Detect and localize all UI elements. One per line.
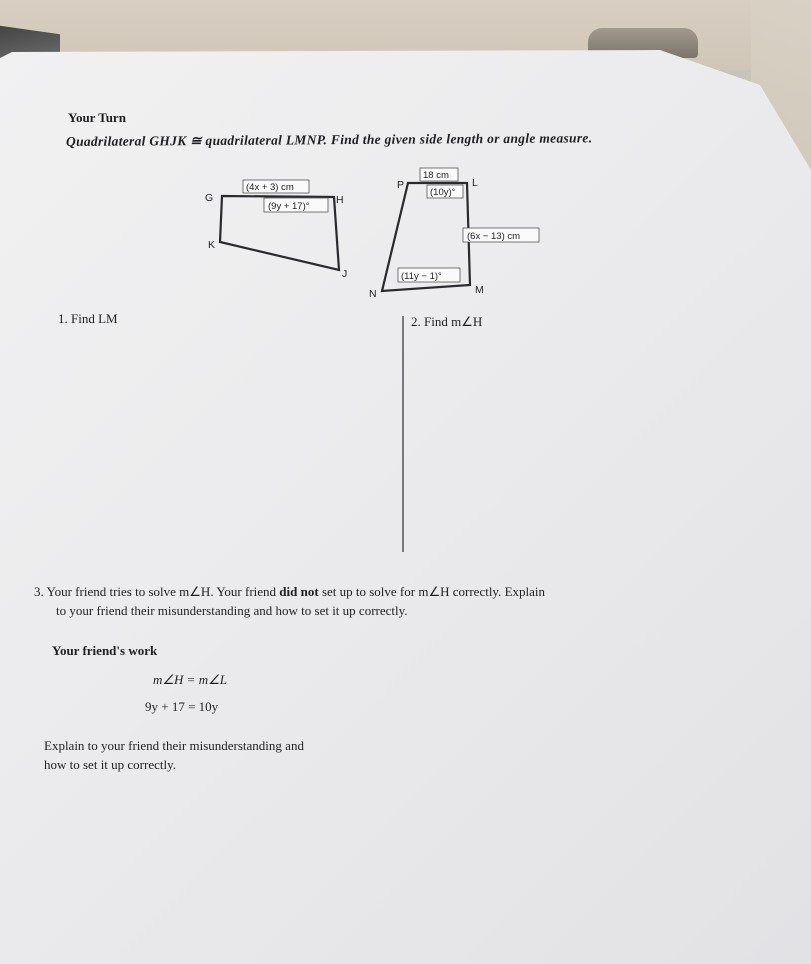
vertex-n: N bbox=[369, 288, 377, 300]
vertex-g: G bbox=[205, 192, 214, 204]
problem-3-line-2: to your friend their misunderstanding and how to set it up correctly. bbox=[56, 603, 408, 618]
instruction-text: Quadrilateral GHJK ≅ quadrilateral LMNP. Find the given side length or angle measure. bbox=[65, 130, 593, 149]
problem-1: 1. Find LM bbox=[58, 311, 118, 326]
vertex-j: J bbox=[342, 268, 348, 280]
vertex-p: P bbox=[397, 179, 405, 191]
vertex-m: M bbox=[475, 284, 484, 296]
section-heading: Your Turn bbox=[68, 110, 126, 125]
column-divider bbox=[402, 316, 404, 552]
explain-line-2: how to set it up correctly. bbox=[44, 757, 177, 772]
friend-work-line-2: 9y + 17 = 10y bbox=[145, 699, 219, 714]
problem-3-line-1 bbox=[34, 584, 545, 600]
side-gh-label: (4x + 3) cm bbox=[246, 182, 294, 193]
angle-l-label: (10y)° bbox=[430, 187, 456, 198]
angle-h-label: (9y + 17)° bbox=[268, 201, 310, 212]
side-pl-label: 18 cm bbox=[423, 170, 449, 181]
vertex-l: L bbox=[472, 177, 478, 189]
problem-3-text-c: set up to solve for m∠H correctly. Explain bbox=[318, 584, 546, 599]
side-lm-label: (6x − 13) cm bbox=[467, 231, 521, 242]
explain-line-1: Explain to your friend their misunderstanding and bbox=[44, 738, 304, 753]
vertex-h: H bbox=[336, 194, 344, 206]
problem-3-text-a: 3. Your friend tries to solve m∠H. Your friend bbox=[34, 584, 280, 599]
problem-2: 2. Find m∠H bbox=[411, 314, 483, 329]
vertex-k: K bbox=[208, 239, 216, 251]
friend-work-heading: Your friend's work bbox=[52, 643, 158, 658]
friend-work-line-1: m∠H = m∠L bbox=[153, 672, 227, 687]
problem-3-emphasis: did not bbox=[279, 584, 319, 599]
angle-m-label: (11y − 1)° bbox=[401, 271, 442, 282]
